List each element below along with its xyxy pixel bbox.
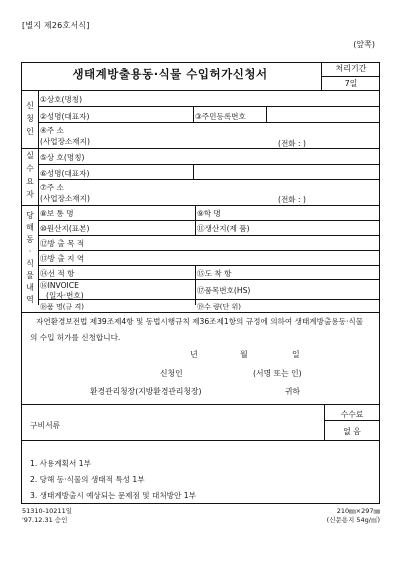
actual-user-phone: (전화 : ) xyxy=(278,195,306,204)
business-name-field: ①상호(명칭) xyxy=(40,95,83,104)
hs-code-field: ⑰품목번호(HS) xyxy=(197,286,251,295)
fee-label: 수수료 xyxy=(340,410,364,419)
divider xyxy=(38,164,380,165)
required-doc-item: 3. 생태계방출시 예상되는 문제점 및 대처방안 1부 xyxy=(30,491,196,500)
declaration-text: 자연환경보전법 제39조제4항 및 동법시행규칙 제36조제1항의 규정에 의하여 생태계방출용동·식물의 수입 허가를 신청합니다. xyxy=(30,317,364,342)
production-area-field: ⑪생산지(제 품) xyxy=(197,224,250,233)
form-code: 51310-10211일 xyxy=(22,507,72,515)
divider xyxy=(21,404,380,405)
scientific-name-field: ⑨학 명 xyxy=(197,209,221,218)
form-reference: [별지 제26호서식] xyxy=(22,21,90,30)
divider xyxy=(21,205,380,206)
addressee-suffix: 귀하 xyxy=(285,387,301,396)
required-docs-label: 구비서류 xyxy=(30,421,61,430)
divider xyxy=(38,279,380,280)
approval-date: '97.12.31 승인 xyxy=(22,516,68,524)
form-title: 생태계방출용동·식물 수입허가신청서 xyxy=(72,67,268,81)
item-section-label: 당 해 동 · 식 물 내 역 xyxy=(26,211,34,304)
applicant-label: 신청인 xyxy=(160,369,183,378)
actual-user-section-label: 실 수 요 자 xyxy=(26,151,34,199)
arrival-port-field: ⑮도 착 항 xyxy=(197,269,232,278)
divider xyxy=(321,76,380,77)
addressee: 환경관리청장(지방환경관리청장) xyxy=(90,387,202,396)
fee-value: 없 음 xyxy=(343,427,361,436)
divider xyxy=(324,420,380,421)
divider xyxy=(21,148,380,149)
divider xyxy=(38,220,380,221)
actual-address-subtitle: (사업장소재지) xyxy=(40,194,90,203)
loading-port-field: ⑭선 적 항 xyxy=(40,269,75,278)
paper-size: 210㎜×297㎜ xyxy=(336,507,380,515)
divider xyxy=(193,106,194,122)
divider xyxy=(266,106,267,122)
actual-business-name-field: ⑤상 호(명칭) xyxy=(40,153,85,162)
processing-period-label: 처리기간 xyxy=(335,64,367,73)
divider xyxy=(38,179,380,180)
divider xyxy=(38,265,380,266)
applicant-phone: (전화 : ) xyxy=(278,139,306,148)
resident-number-field: ③주민등록번호 xyxy=(195,112,246,121)
common-name-field: ⑧보 통 명 xyxy=(40,209,74,218)
signature-placeholder: (서명 또는 인) xyxy=(253,369,302,378)
date-year: 년 xyxy=(190,350,198,359)
quantity-field: ⑲수 량(단 위) xyxy=(197,303,241,311)
divider xyxy=(193,164,194,179)
actual-representative-field: ⑥성명(대표자) xyxy=(40,169,90,178)
representative-field: ②성명(대표자) xyxy=(40,112,90,121)
actual-address-field: ⑦주 소 xyxy=(40,183,64,192)
release-purpose-field: ⑫방 출 목 적 xyxy=(40,239,85,248)
processing-period-value: 7일 xyxy=(344,79,358,88)
page-side-label: (앞쪽) xyxy=(353,40,375,49)
divider xyxy=(38,235,380,236)
date-month: 월 xyxy=(240,350,248,359)
divider xyxy=(21,440,380,441)
origin-field: ⑩원산지(표본) xyxy=(40,224,90,233)
address-subtitle: (사업장소재지) xyxy=(40,137,90,146)
product-name-field: ⑱품 명(규 격) xyxy=(40,303,84,311)
invoice-field: ⑯INVOICE xyxy=(40,281,79,290)
divider xyxy=(38,122,380,123)
divider xyxy=(38,250,380,251)
release-area-field: ⑬방 출 지 역 xyxy=(40,254,85,263)
invoice-subtitle: (일자·번호) xyxy=(46,291,84,300)
date-day: 일 xyxy=(292,350,300,359)
required-doc-item: 1. 사용계획서 1부 xyxy=(30,459,91,468)
paper-type: (신문용지 54g/㎡) xyxy=(326,516,380,524)
divider xyxy=(38,106,380,107)
applicant-section-label: 신 청 인 xyxy=(26,101,34,136)
divider xyxy=(38,299,380,300)
divider xyxy=(21,90,380,91)
address-field: ④주 소 xyxy=(40,126,64,135)
divider xyxy=(21,312,380,313)
required-doc-item: 2. 당해 동·식물의 생태적 특성 1부 xyxy=(30,475,145,484)
